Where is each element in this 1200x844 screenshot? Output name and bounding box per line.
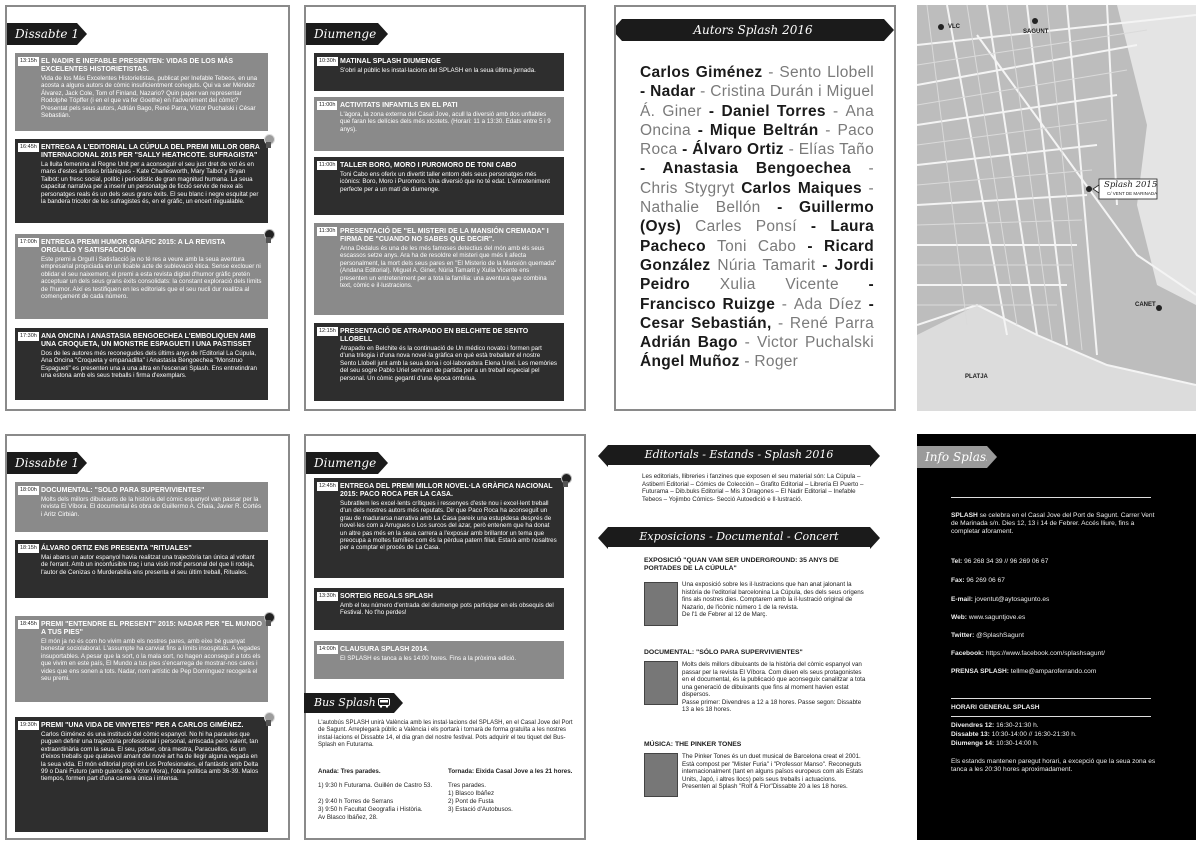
author-name: Laura Pacheco	[640, 218, 875, 255]
event-body: Dos de les autores més reconegudes dels últims anys de l'Editorial La Cúpula, Ana Oncina "Croqueta y empanadilla" i Anastasia Bengoechea "Monstruo Espagueti" es presenten una a una altra en l'escenari Splash. Ens entretindran una estona amb els seus treballs i firma d'exemplars.	[41, 350, 257, 380]
contact-value[interactable]: 96 268 34 39 // 96 269 06 67	[962, 558, 1049, 565]
event-card	[314, 478, 564, 578]
author-name: Roger	[754, 353, 799, 371]
contact-key: Tel:	[951, 558, 963, 565]
event-card	[15, 717, 268, 832]
day-ribbon: Dissabte 13	[7, 23, 77, 45]
author-separator: -	[777, 199, 783, 217]
contact-key: Web:	[951, 614, 967, 621]
author-name: René Parra	[789, 314, 874, 332]
documentary-poster-image	[644, 661, 678, 705]
author-separator: -	[768, 64, 774, 81]
author-name: Xulia Vicente	[719, 276, 839, 294]
schedule-day: Divendres 12:	[951, 722, 995, 729]
contact-fax	[951, 577, 1005, 585]
exhibition-cover-image	[644, 582, 678, 626]
author-separator: -	[832, 102, 839, 120]
event-card	[15, 328, 268, 400]
author-separator: -	[810, 218, 817, 236]
event-body: Vida de los Más Excelentes Historietistas, publicat per Inefable Tebeos, en una acosta a alguns autors de còmic insuficientment coneguts. Qui va ser Méndez Álvarez, Jack Cole, Tom of Finland, Nazario? Quin paper van representar Rodolphe Töpffer (i en el que va fer Goethe) en l'adveniment del còmic? Presentat pels seus autors, Adrián Bago, René Parra, Víctor Puchalski i César Sebastián.	[41, 75, 258, 120]
bus-ribbon	[304, 693, 394, 713]
info-intro	[951, 512, 1157, 536]
author-name: Sento Llobell	[779, 64, 875, 81]
author-name: Cristina Durán i Miguel Á. Giner	[640, 83, 874, 120]
contact-value[interactable]: www.saguntjove.es	[967, 614, 1026, 621]
event-card	[314, 588, 564, 630]
author-separator: -	[640, 83, 646, 101]
author-separator: -	[708, 102, 715, 120]
map-label-vlc: VLC	[948, 24, 960, 30]
event-time: 11:30h	[319, 228, 336, 234]
schedule-hours: 16:30-21:30 h.	[994, 722, 1039, 729]
day-ribbon: Dissabte 13	[7, 452, 77, 474]
bus-tornada-stop: Tres parades.	[448, 782, 486, 789]
bus-icon	[378, 698, 390, 708]
author-name: Adrián Bago	[640, 334, 738, 352]
award-medal-icon	[263, 134, 274, 148]
author-separator: -	[868, 179, 874, 197]
info-ribbon: Info Splash	[917, 446, 987, 468]
event-body: S'obri al públic les instal·lacions del SPLASH en la seua última jornada.	[340, 67, 536, 74]
event-body: Carlos Giménez és una institució del còmic espanyol. No hi ha paraules que puguen definir una trajectòria professional i personal, arriscada però valent, tan extraordinària com la seua. El seu, potser, obra mestra, Paracuellos, és un d'eixos treballs que qualsevol amant del novè art ha de llegir alguna vegada en la seua vida. El món editorial propi en Los Profesionales, el fantàstic amb Delta 99 o Dani Futuro (amb guions de Víctor Mora), l'obra política amb 36-39. Malos tiempos, formen part d'una carrera única i intensa.	[41, 731, 259, 783]
event-time: 12:45h	[319, 483, 336, 489]
contact-key: Twitter:	[951, 632, 975, 639]
event-time: 10:30h	[319, 58, 336, 64]
editorials-list: Les editorials, llibreries i fanzines que exposen el seu material són: La Cúpula – Astiberri Editorial – Cómics de Colección – Grafito Editorial – Librería El Puerto – Futurama – Dib.buks Editorial – Mis 3 Dragones – El Nadir Editorial – Inefable Tebeos – Yojimbo Cómics- Secció Autoedició e Il·lustració.	[642, 473, 864, 503]
author-separator: -	[640, 160, 646, 178]
bus-tornada-stop: 2) Pont de Fusta	[448, 798, 494, 805]
award-medal-icon	[263, 612, 274, 626]
author-name: Paco Roca	[640, 121, 874, 159]
contact-twitter	[951, 632, 1024, 640]
author-name: Toni Cabo	[717, 237, 797, 255]
award-medal-icon	[263, 229, 274, 243]
author-separator: -	[744, 334, 751, 352]
event-body: Amb el teu número d'entrada del diumenge pots participar en els obsequis del Festival. No t'ho perdes!	[340, 602, 554, 617]
event-title: ENTREGA DEL PREMI MILLOR NOVEL·LA GRÀFICA NACIONAL 2015: PACO ROCA PER LA CASA.	[340, 483, 553, 498]
author-name: Álvaro Ortiz	[692, 141, 784, 159]
contact-email	[951, 596, 1049, 604]
event-title: EL NADIR E INEFABLE PRESENTEN: VIDAS DE LOS MÁS EXCELENTES HISTORIETISTAS.	[41, 58, 234, 73]
bus-anada-stop: 3) 9:50 h Facultat Geografia i Història. Av Blasco Ibáñez, 28.	[318, 806, 423, 821]
authors-ribbon: Autors Splash 2016	[622, 19, 884, 41]
event-body: La lluita femenina al Regne Unit per a aconseguir el seu just dret de vot és en mans d'estes artistes britàniques - Kate Charlesworth, Mary Talbot y Bryan Talbot: un fresc social, polític i periodístic de gran magnitud humana. La seua capacitat narrativa per a inserir un personatge de ficció servix de nexe als personatges reals és un dels seus grans èxits. El seu blanc i negre esquitat per la bandera tricolor de les sufragistes és, en el gràfic, un encert inigualable.	[41, 161, 259, 206]
divider	[951, 497, 1151, 498]
exhibition-body	[682, 581, 866, 619]
music-album-image	[644, 753, 678, 797]
contact-key: Facebook:	[951, 650, 984, 657]
author-name: Elías Taño	[798, 141, 874, 159]
author-separator: -	[788, 141, 795, 159]
panel-sunday-top	[304, 5, 586, 411]
author-name: Carlos Giménez	[640, 64, 763, 81]
event-time: 13:30h	[319, 593, 336, 599]
author-name: Ana Oncina	[640, 102, 875, 139]
map-label-splash: Splash 2015	[1104, 180, 1158, 190]
author-name: Carles Ponsí	[695, 218, 797, 236]
schedule-title: HORARI GENERAL SPLASH	[951, 704, 1040, 711]
exhibition-dates: De l'1 de Febrer al 12 de Març.	[682, 611, 768, 618]
bus-anada-stop: 1) 9:30 h Futurama. Guillén de Castro 53.	[318, 782, 433, 789]
event-card	[314, 223, 564, 315]
author-name: Anastasia Bengoechea	[662, 160, 852, 178]
event-card	[314, 323, 564, 401]
contact-key: Fax:	[951, 577, 965, 584]
contact-value[interactable]: joventut@aytosagunto.es	[972, 596, 1050, 603]
event-body: Toni Cabo ens oferix un divertit taller entorn dels seus personatges més icònics: Boro, Moro i Puromoro. Una diversió que no té edat. L'entreteniment perfecte per a un matí de diumenge.	[340, 171, 550, 193]
event-title: CLAUSURA SPLASH 2014.	[340, 646, 429, 653]
exhibition-title: EXPOSICIÓ "QUAN VAM SER UNDERGROUND: 35 ANYS DE PORTADES DE LA CÚPULA"	[644, 557, 839, 572]
event-card	[314, 53, 564, 91]
event-title: PREMI "UNA VIDA DE VINYETES" PER A CARLOS GIMÉNEZ.	[41, 722, 244, 729]
exhibition-desc: Una exposició sobre les il·lustracions que han anat jalonant la història de l'editorial barcelonina La Cúpula, des dels seus orígens fins als nostres dies. Comptarem amb la il·lustració original de Nazario, de l'icònic número 1 de la revista.	[682, 581, 864, 611]
schedule-day: Diumenge 14:	[951, 740, 995, 747]
event-time: 13:15h	[20, 58, 37, 64]
event-body: Atrapado en Belchite és la continuació de Un médico novato i formen part d'una trilogia i d'una nova novel·la gràfica en què està treballant el nostre Sento Llobell junt amb la seua dona i col·laboradora Elena Uriel. Les memòries del seu sogre Pablo Uriel serviran de partida per a un treball especial pel personal. Un còmic gegantí d'una època ombriua.	[340, 345, 558, 382]
info-intro-brand: SPLASH	[951, 512, 978, 519]
contact-value[interactable]: tellme@amparoferrando.com	[1009, 668, 1097, 675]
event-card	[15, 616, 268, 702]
award-medal-icon	[560, 473, 571, 487]
author-separator: -	[822, 256, 828, 274]
contact-key: PRENSA SPLASH:	[951, 668, 1010, 675]
event-body: El SPLASH es tanca a les 14:00 hores. Fins a la pròxima edició.	[340, 655, 517, 662]
event-title: SORTEIG REGALS SPLASH	[340, 593, 433, 600]
info-intro-text: se celebra en el Casal Jove del Port de Sagunt. Carrer Vent de Marinada s/n. Dies 12, 13 i 14 de Febrer. Accés lliure, fins a completar aforament.	[951, 512, 1155, 535]
panel-saturday-top	[5, 5, 290, 411]
event-time: 14:00h	[319, 646, 336, 652]
music-body	[682, 753, 866, 791]
event-time: 12:15h	[319, 328, 336, 334]
location-map	[917, 5, 1196, 411]
day-ribbon: Diumenge 14	[306, 452, 378, 474]
editorials-ribbon: Editorials - Estands - Splash 2016	[608, 445, 870, 465]
contact-tel	[951, 558, 1048, 566]
documentary-schedule: Passe primer: Divendres a 12 a 18 hores. Passe segon: Dissabte 13 a les 18 hores.	[682, 698, 862, 713]
author-separator: -	[682, 141, 688, 159]
contact-facebook	[951, 650, 1105, 658]
event-card	[314, 641, 564, 679]
bus-tornada-title: Tornada: Eixida Casal Jove a les 21 hores.	[448, 768, 573, 775]
event-body: Subratllem les excel·lents crítiques i ressenyes d'este nou i excel·lent treball d'un dels nostres autors més reputats. Dir que Paco Roca ha aconseguit un grau de madurarsa narrativa amb La Casa pareix una estupidesa després de novel·les com a Arrugues o Los surcos del azar, però entenem que ha donat un altre pas més en la seua carrera a l'exposar amb brillantor un tema que preocupa a moltes famílies com és la pèrdua patern filial. Estarà amb nosaltres per a comptar el procés de La Casa.	[340, 500, 557, 552]
event-card	[314, 157, 564, 215]
music-schedule: Presenten al Splash "Rolf & Flor"Dissabte 20 a les 18 hores.	[682, 783, 848, 790]
map-label-platja: PLATJA	[965, 374, 988, 380]
event-title: TALLER BORO, MORO I PUROMORO DE TONI CABO	[340, 162, 517, 169]
event-body: Este premi a Orgull i Satisfacció ja no té res a veure amb la seua aventura empresarial propiciada en un lloable acte de sublevació ètica. Sense exclouer ni oblidar el seu naixement, el premi a esta revista digital d'humor gràfic pretén acceptuar un dels seus grans èxits consolidats: la constant exploració dels límits de l'humor. Així es testifiquen en les editorials que el seu nucli dur realitza al començament de cada número.	[41, 256, 262, 301]
bus-tornada-stop: 1) Blasco Ibáñez	[448, 790, 495, 797]
event-title: ANA ONCINA I ANASTASIA BENGOECHEA L'EMBOLIQUEN AMB UNA CROQUETA, UN MONSTRE ESPAGUETI I UNA PASTISSET	[41, 333, 256, 348]
authors-list	[640, 63, 874, 372]
event-time: 18:00h	[20, 487, 37, 493]
contact-key: E-mail:	[951, 596, 973, 603]
author-separator: -	[825, 121, 831, 139]
author-name: Ángel Muñoz	[640, 353, 740, 371]
event-title: DOCUMENTAL: "SOLO PARA SUPERVIVIENTES"	[41, 487, 205, 494]
event-time: 11:00h	[319, 102, 336, 108]
documentary-body	[682, 661, 866, 714]
author-name: Francisco Ruizge	[640, 295, 776, 313]
event-card	[15, 234, 268, 319]
event-title: ÁLVARO ORTIZ ENS PRESENTA "RITUALES"	[41, 545, 192, 552]
divider	[951, 698, 1151, 699]
author-name: Victor Puchalski	[756, 334, 874, 352]
event-card	[15, 53, 268, 131]
panel-info	[917, 434, 1196, 840]
author-name: Nathalie Bellón	[640, 199, 761, 217]
event-time: 18:45h	[20, 621, 37, 627]
documentary-title: DOCUMENTAL: "SÓLO PARA SUPERVIVIENTES"	[644, 649, 803, 656]
event-title: MATINAL SPLASH DIUMENGE	[340, 58, 441, 65]
event-time: 17:00h	[20, 239, 37, 245]
event-card	[15, 139, 268, 223]
event-time: 16:45h	[20, 144, 37, 150]
map-svg	[917, 5, 1196, 411]
author-name: Cesar Sebastián,	[640, 314, 772, 332]
schedule-note: Els estands mantenen paregut horari, a excepció que la seua zona es tanca a les 20:30 hores aproximadament.	[951, 758, 1156, 773]
bus-ribbon-label: Bus Splash	[314, 696, 376, 709]
event-title: PREMI "ENTENDRE EL PRESENT" 2015: NADAR PER "EL MUNDO A TUS PIES"	[41, 621, 262, 636]
author-separator: -	[868, 295, 875, 313]
panel-saturday-bottom	[5, 434, 290, 840]
bus-anada-title: Anada: Tres parades.	[318, 768, 381, 775]
event-title: PRESENTACIÓ DE "EL MISTERI DE LA MANSIÓN CREMADA" I FIRMA DE "CUANDO NO SABES QUE DECIR".	[340, 228, 549, 243]
event-title: PRESENTACIÓ DE ATRAPADO EN BELCHITE DE SENTO LLOBELL	[340, 328, 529, 343]
music-title: MÚSICA: THE PINKER TONES	[644, 741, 742, 748]
event-body: Mai abans un autor espanyol havia realitzat una trajectòria tan única al voltant de l'errant. Amb un inconfusible traç i una visió molt personal del que li rodeja, l'autor de Cenizas o Murderabilia ens presenta el seu últim treball, Rituales.	[41, 554, 255, 576]
exhibitions-ribbon: Exposicions - Documental - Concert	[608, 527, 870, 547]
map-label-canet: CANET	[1135, 302, 1156, 308]
author-separator: -	[778, 314, 784, 332]
contact-web	[951, 614, 1025, 622]
day-ribbon: Diumenge 14	[306, 23, 378, 45]
author-name: Jordi Peidro	[640, 256, 874, 294]
bus-intro: L'autobús SPLASH unirà València amb les instal·lacions del SPLASH, en el Casal Jove del Port de Sagunt. Arreplegarà públic a València i els portarà i tornarà de forma gratuïta a les nostres instal·lacions el Dissabte 14, el dia gran del nostre festival. Pots adquirir el teu tiquet del Bus-Splash en Futurama.	[318, 720, 573, 749]
author-name: Ricard González	[640, 237, 875, 274]
schedule-day: Dissabte 13:	[951, 731, 990, 738]
schedule-row	[951, 740, 1039, 748]
event-body: L'àgora, la zona externa del Casal Jove, acull la diversió amb dos unflables que faran les delícies dels més xicotets. (Horari: 11 a 13:30. Edats entre 5 i 9 anys).	[340, 111, 551, 133]
contact-value: 96 269 06 67	[964, 577, 1005, 584]
event-card	[15, 482, 268, 532]
schedule-hours: 10:30-14:00 // 16:30-21:30 h.	[989, 731, 1077, 738]
event-body: El món ja no és com ho vivim amb els nostres pares, amb eixe bé guanyat benestar sociolaboral. L'assumpte ha canviat fins a límits insospitats. A vegades insuportables. A pesar que la sort, o la mala sort, no hagen aconseguit a tots els que vivim en este país, El Mundo a tus pies s'encarrega de mostrar-nos cares i vides que ens sonen a tots. Nadar, nom artístic de Pep Domínguez recogerà el seu premi.	[41, 638, 261, 683]
author-name: Chris Stygryt	[640, 179, 735, 197]
author-name: Núria Tamarit	[717, 256, 816, 274]
event-time: 18:15h	[20, 545, 37, 551]
event-time: 17:30h	[20, 333, 37, 339]
event-card	[15, 540, 268, 598]
schedule-row	[951, 731, 1077, 739]
author-name: Guillermo (Oys)	[640, 199, 875, 236]
bus-tornada-stop: 3) Estació d'Autobusos.	[448, 806, 513, 813]
event-time: 19:30h	[20, 722, 37, 728]
event-card	[314, 97, 564, 151]
event-title: ACTIVITATS INFANTILS EN EL PATI	[340, 102, 458, 109]
author-name: Carlos Maiques	[741, 179, 862, 197]
author-name: Nadar	[650, 83, 696, 101]
bus-anada-stop: 2) 9:40 h Torres de Serrans	[318, 798, 394, 805]
event-body: Molts dels millors dibuixants de la història del còmic espanyol van passar per la revista El Víbora. El documental és obra de Guillermo A. Chaia, Javier R. Cortés i Aritz Cirbián.	[41, 496, 262, 518]
author-separator: -	[781, 295, 788, 313]
event-body: Anna Dèdalus és una de les més famoses detectius del món amb els seus escassos setze anys. Ara ha de resoldre el misteri que més li afecta personalment, la mort dels seus pares en "El Misterio de la Mansión quemada" (Andana Editorial). Miguel A. Giner, Núria Tamarit y Xulia Vicente ens presenten un entreteniment per a tota la família: una aventura que combina text, còmic e il·lustracions.	[340, 245, 557, 290]
author-separator: -	[868, 276, 875, 294]
author-name: Daniel Torres	[721, 102, 826, 120]
documentary-desc: Molts dels millors dibuixants de la història del còmic espanyol van passar per la revista El Víbora. Com diuen els seus protagonistes en el documental, és la publicació que aconseguix canalitzar a tota una generació de dibuixants que fins al moment havien estat dispersos.	[682, 661, 866, 698]
author-separator: -	[868, 160, 874, 178]
panel-authors	[614, 5, 896, 411]
event-title: ENTREGA A L'EDITORIAL LA CÚPULA DEL PREMI MILLOR OBRA INTERNACIONAL 2015 PER "SALLY HEATHCOTE. SUFRAGISTA"	[41, 144, 260, 159]
award-medal-icon	[263, 712, 274, 726]
author-separator: -	[744, 353, 750, 371]
schedule-row	[951, 722, 1039, 730]
author-separator: -	[700, 83, 706, 101]
author-name: Mique Beltrán	[709, 121, 819, 139]
author-separator: -	[807, 237, 813, 255]
panel-sunday-bottom	[304, 434, 586, 840]
event-title: ENTREGA PREMI HUMOR GRÀFIC 2015: A LA REVISTA ORGULLO Y SATISFACCIÓN	[41, 239, 226, 254]
contact-value[interactable]: https://www.facebook.com/splashsagunt/	[983, 650, 1105, 657]
author-separator: -	[697, 121, 704, 139]
music-desc: The Pinker Tones és un duet musical de Barcelona creat el 2001. Està compost per "Mister Furia" i "Professor Manso". Reconeguts internacionalment (tant en alguns països europeus com als Estats Units, Japó, i altres llocs) pels seus treballs i actuacions.	[682, 753, 863, 783]
schedule-hours: 10:30-14:00 h.	[994, 740, 1039, 747]
author-name: Ada Díez	[793, 295, 862, 313]
contact-value[interactable]: @SplashSagunt	[974, 632, 1024, 639]
contact-press	[951, 668, 1096, 676]
map-label-splash-sub: C/ VENT DE MARINADA	[1107, 191, 1158, 196]
map-label-sagunt: SAGUNT	[1023, 29, 1049, 35]
event-time: 11:00h	[319, 162, 336, 168]
divider	[951, 716, 1151, 717]
